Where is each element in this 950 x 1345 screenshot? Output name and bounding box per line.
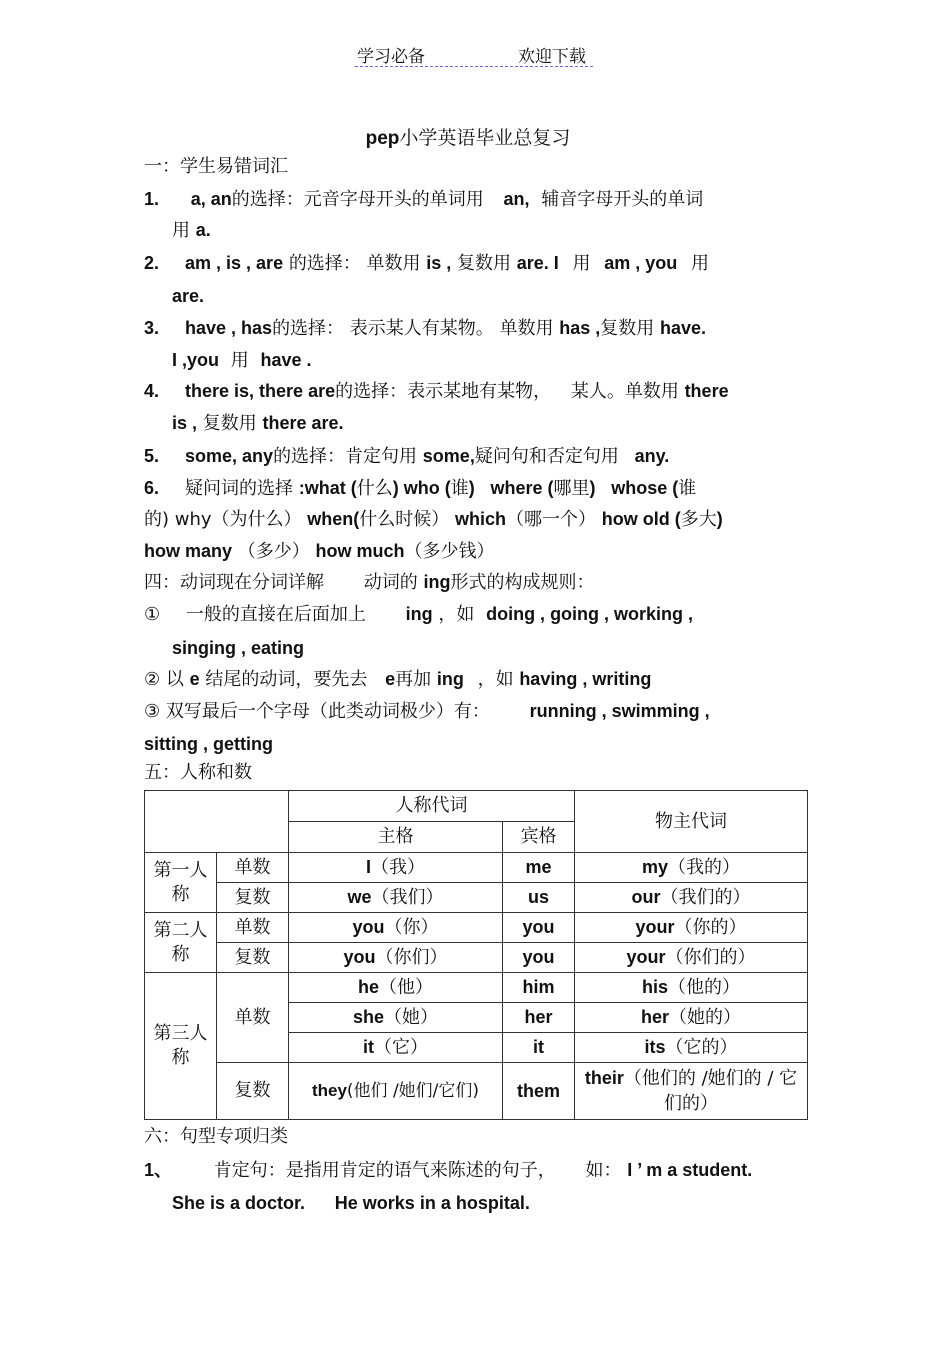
item-4-cont — [172, 410, 344, 437]
item-6-keyword: how many — [144, 541, 233, 561]
rule-2-keyword: e — [385, 669, 396, 689]
item-6-cont-2 — [144, 538, 494, 565]
item-4-text: 表示某地有某物， — [407, 381, 552, 402]
section-heading-5: 五：人称和数 — [144, 762, 252, 783]
item-6-text: （为什么） — [211, 509, 302, 530]
item-3-text: 用 — [230, 350, 249, 371]
item-1-keyword: a. — [195, 220, 211, 240]
table-cell — [289, 1063, 503, 1120]
pronoun-word: him — [522, 977, 555, 997]
item-3-text: 表示某人有某物。 单数用 — [349, 318, 554, 339]
table-cell — [289, 1033, 503, 1063]
pronoun-word: her — [524, 1007, 553, 1027]
rule-2-keyword: having , writing — [519, 669, 652, 689]
item-3-keyword: have , has — [185, 318, 273, 338]
header-possessive-pronoun: 物主代词 — [575, 791, 808, 853]
item-1-text: 用 — [172, 220, 190, 241]
table-cell — [503, 973, 575, 1003]
example-sentence: I ’ m a student. — [627, 1160, 753, 1180]
item-2-text: 的选择： — [288, 253, 361, 274]
table-cell — [289, 883, 503, 913]
item-2-keyword: is , — [426, 253, 452, 273]
pronoun-word: you — [522, 947, 555, 967]
header-left: 学习必备 — [357, 47, 425, 67]
title-rest: 小学英语毕业总复习 — [399, 127, 571, 149]
item-6-keyword: ) who ( — [392, 478, 451, 498]
title-bold: pep — [365, 128, 400, 149]
table-cell — [289, 1003, 503, 1033]
section-4-text: 形式的构成规则： — [450, 572, 595, 593]
item-2-text: 单数用 — [366, 253, 421, 274]
rule-1-keyword: singing , eating — [172, 638, 305, 658]
pronoun-word: you — [343, 947, 376, 967]
pronoun-gloss: （他们的 /她们的 / 它们的） — [623, 1068, 798, 1114]
rule-2-text: 再加 — [395, 669, 432, 690]
table-cell — [575, 1063, 808, 1120]
pronoun-word: he — [357, 977, 379, 997]
item-2-text: 用 — [691, 253, 710, 274]
item-2-keyword: am , is , are — [185, 253, 284, 273]
item-6-text: 疑问词的选择 — [185, 478, 294, 499]
header-nominative: 主格 — [289, 822, 503, 853]
page-header — [355, 40, 593, 67]
header-right: 欢迎下载 — [518, 47, 586, 67]
item-6-text: 谁 — [678, 478, 697, 499]
rule-2-text: ，如 — [477, 669, 514, 690]
pronoun-word: they — [311, 1081, 347, 1100]
item-1-keyword: an, — [503, 189, 530, 209]
rule-2-text: 以 — [165, 669, 184, 690]
item-1-text: 辅音字母开头的单词 — [541, 189, 704, 210]
pronoun-word: her — [640, 1007, 669, 1027]
table-cell — [289, 973, 503, 1003]
pronoun-word: we — [347, 887, 372, 907]
table-corner-cell — [145, 791, 289, 853]
sentence-type-text: 如： — [585, 1160, 622, 1181]
pronoun-gloss: （他） — [379, 977, 433, 998]
pronoun-word: us — [527, 887, 549, 907]
item-5-text: 的选择： — [273, 446, 346, 467]
pronoun-gloss: （我） — [371, 857, 425, 878]
item-1-text: 元音字母开头的单词用 — [303, 189, 484, 210]
pronoun-gloss: （你们） — [375, 947, 448, 968]
pronoun-gloss: （它的） — [665, 1037, 738, 1058]
pronoun-word: it — [533, 1037, 544, 1057]
item-2-keyword: am , you — [604, 253, 678, 273]
section-4-text: 动词的 — [363, 572, 418, 593]
item-3-text: 复数用 — [600, 318, 655, 339]
item-3-cont — [172, 347, 312, 374]
item-1-cont — [172, 217, 211, 244]
item-number: 1. — [144, 189, 160, 209]
rule-3-keyword: running , swimming , — [529, 701, 710, 721]
row-label-plural: 复数 — [217, 883, 289, 913]
pronoun-word: your — [635, 917, 675, 937]
rule-3-text: 双写最后一个字母（此类动词极少）有： — [165, 701, 490, 722]
table-cell — [503, 853, 575, 883]
rule-marker: ③ — [144, 701, 161, 722]
row-label-third-person: 第三人称 — [145, 973, 217, 1120]
pronoun-word: their — [584, 1068, 624, 1088]
item-6 — [144, 475, 696, 502]
rule-marker: ① — [144, 604, 161, 625]
item-6-keyword: which — [455, 509, 507, 529]
pronoun-word: you — [522, 917, 555, 937]
item-5 — [144, 443, 669, 470]
item-6-text: （哪一个） — [506, 509, 597, 530]
item-6-keyword: where ( — [490, 478, 554, 498]
pronoun-table — [144, 790, 808, 1120]
pronoun-gloss: （她） — [384, 1007, 439, 1028]
item-4-text: 某人。单数用 — [570, 381, 679, 402]
table-cell — [575, 1003, 808, 1033]
item-4-keyword: is , — [172, 413, 198, 433]
rule-1-text: 一般的直接在后面加上 — [185, 604, 366, 625]
item-4-keyword: there is, there are — [185, 381, 336, 401]
item-3-keyword: has , — [559, 318, 601, 338]
item-number: 2. — [144, 253, 160, 273]
pronoun-word: you — [352, 917, 385, 937]
item-1 — [144, 186, 703, 213]
rule-2-text: 结尾的动词，要先去 — [205, 669, 368, 690]
item-6-text: 什么时候） — [359, 509, 450, 530]
pronoun-word: his — [641, 977, 668, 997]
sentence-type-1 — [144, 1157, 752, 1184]
item-6-keyword: how much — [315, 541, 405, 561]
table-cell — [289, 943, 503, 973]
table-cell — [289, 853, 503, 883]
rule-1-text: ，如 — [438, 604, 475, 625]
section-4-title: 四：动词现在分词详解 — [144, 572, 324, 593]
table-cell — [503, 1003, 575, 1033]
item-4-text: 复数用 — [202, 413, 257, 434]
table-cell — [503, 913, 575, 943]
item-2-text: 用 — [572, 253, 591, 274]
item-3-text: 的选择： — [272, 318, 345, 339]
pronoun-gloss: （我的） — [668, 857, 740, 878]
item-number: 5. — [144, 446, 160, 466]
rule-3-keyword: sitting , getting — [144, 734, 273, 754]
item-4-text: 的选择： — [335, 381, 408, 402]
item-3-keyword: I ,you — [172, 350, 220, 370]
item-2-keyword: are. — [172, 286, 205, 306]
pronoun-gloss: （你的） — [674, 917, 747, 938]
item-6-text: 谁 — [450, 478, 469, 499]
table-cell — [503, 1063, 575, 1120]
item-6-keyword: how old ( — [601, 509, 681, 529]
rule-1 — [144, 601, 693, 628]
example-sentence: He works in a hospital. — [334, 1193, 530, 1213]
item-number: 1、 — [144, 1160, 173, 1180]
rule-2-keyword: ing — [436, 669, 464, 689]
table-cell — [575, 973, 808, 1003]
pronoun-gloss: （我们的） — [660, 887, 751, 908]
item-6-text: 哪里 — [553, 478, 590, 499]
row-label-singular: 单数 — [217, 853, 289, 883]
table-cell — [575, 883, 808, 913]
example-sentence: She is a doctor. — [172, 1193, 306, 1213]
item-1-keyword: a, an — [190, 189, 232, 209]
pronoun-gloss: （你们的） — [665, 947, 756, 968]
item-4 — [144, 378, 729, 405]
item-5-keyword: any. — [634, 446, 670, 466]
item-6-keyword: when( — [307, 509, 360, 529]
table-cell — [503, 1033, 575, 1063]
item-6-cont-1 — [144, 506, 723, 533]
sentence-type-1-cont — [172, 1190, 530, 1217]
rule-3-cont — [144, 731, 273, 758]
item-number: 4. — [144, 381, 160, 401]
item-6-text: 什么 — [356, 478, 393, 499]
item-3-keyword: have . — [260, 350, 312, 370]
pronoun-word: me — [525, 857, 552, 877]
table-cell — [503, 883, 575, 913]
page-title — [0, 123, 936, 150]
header-personal-pronoun: 人称代词 — [289, 791, 575, 822]
table-cell — [503, 943, 575, 973]
row-label-plural: 复数 — [217, 943, 289, 973]
pronoun-gloss: （我们） — [371, 887, 444, 908]
item-number: 3. — [144, 318, 160, 338]
item-5-keyword: some, any — [185, 446, 274, 466]
pronoun-word: she — [352, 1007, 385, 1027]
pronoun-word: them — [516, 1080, 560, 1101]
row-label-singular: 单数 — [217, 973, 289, 1063]
item-1-text: 的选择： — [231, 189, 304, 210]
pronoun-gloss: （她的） — [669, 1007, 741, 1028]
table-cell — [575, 943, 808, 973]
item-3 — [144, 315, 706, 342]
item-2-cont — [172, 283, 204, 310]
item-2-keyword: are. I — [516, 253, 559, 273]
rule-2-keyword: e — [189, 669, 200, 689]
rule-1-keyword: doing , going , working , — [486, 604, 694, 624]
item-6-text: 的) why — [144, 509, 212, 530]
header-objective: 宾格 — [503, 822, 575, 853]
table-cell — [289, 913, 503, 943]
row-label-first-person: 第一人称 — [145, 853, 217, 913]
pronoun-word: I — [365, 857, 371, 877]
item-5-keyword: some, — [422, 446, 475, 466]
pronoun-word: my — [641, 857, 668, 877]
item-5-text: 肯定句用 — [345, 446, 418, 467]
item-3-keyword: have. — [660, 318, 707, 338]
section-4-keyword: ing — [423, 572, 451, 592]
item-6-keyword: ) — [589, 478, 596, 498]
pronoun-gloss: (他们 /她们/它们) — [346, 1081, 480, 1101]
pronoun-word: it — [363, 1037, 374, 1057]
item-6-keyword: whose ( — [611, 478, 679, 498]
item-5-text: 疑问句和否定句用 — [474, 446, 619, 467]
sentence-type-text: 肯定句：是指用肯定的语气来陈述的句子， — [213, 1160, 556, 1181]
item-number: 6. — [144, 478, 160, 498]
section-heading-1: 一：学生易错词汇 — [144, 156, 288, 177]
pronoun-gloss: （它） — [374, 1037, 428, 1058]
row-label-singular: 单数 — [217, 913, 289, 943]
item-4-keyword: there are. — [262, 413, 344, 433]
table-cell — [575, 853, 808, 883]
item-6-keyword: ) — [716, 509, 723, 529]
section-heading-6: 六：句型专项归类 — [144, 1126, 288, 1147]
table-cell — [575, 1033, 808, 1063]
item-6-text: （多少钱） — [404, 541, 495, 562]
rule-3 — [144, 698, 710, 725]
item-6-text: （多少） — [237, 541, 310, 562]
section-heading-4 — [144, 569, 594, 596]
rule-2 — [144, 666, 651, 693]
item-6-text: 多大 — [680, 509, 717, 530]
rule-marker: ② — [144, 669, 161, 690]
item-6-keyword: ) — [468, 478, 475, 498]
item-2 — [144, 250, 709, 277]
rule-1-cont — [172, 635, 304, 662]
pronoun-word: your — [626, 947, 666, 967]
item-6-keyword: :what ( — [298, 478, 357, 498]
rule-1-keyword: ing — [405, 604, 433, 624]
row-label-second-person: 第二人称 — [145, 913, 217, 973]
pronoun-word: our — [631, 887, 661, 907]
item-2-text: 复数用 — [457, 253, 512, 274]
item-4-keyword: there — [684, 381, 729, 401]
row-label-plural: 复数 — [217, 1063, 289, 1120]
pronoun-gloss: （你） — [384, 917, 439, 938]
pronoun-gloss: （他的） — [668, 977, 740, 998]
pronoun-word: its — [644, 1037, 666, 1057]
table-cell — [575, 913, 808, 943]
